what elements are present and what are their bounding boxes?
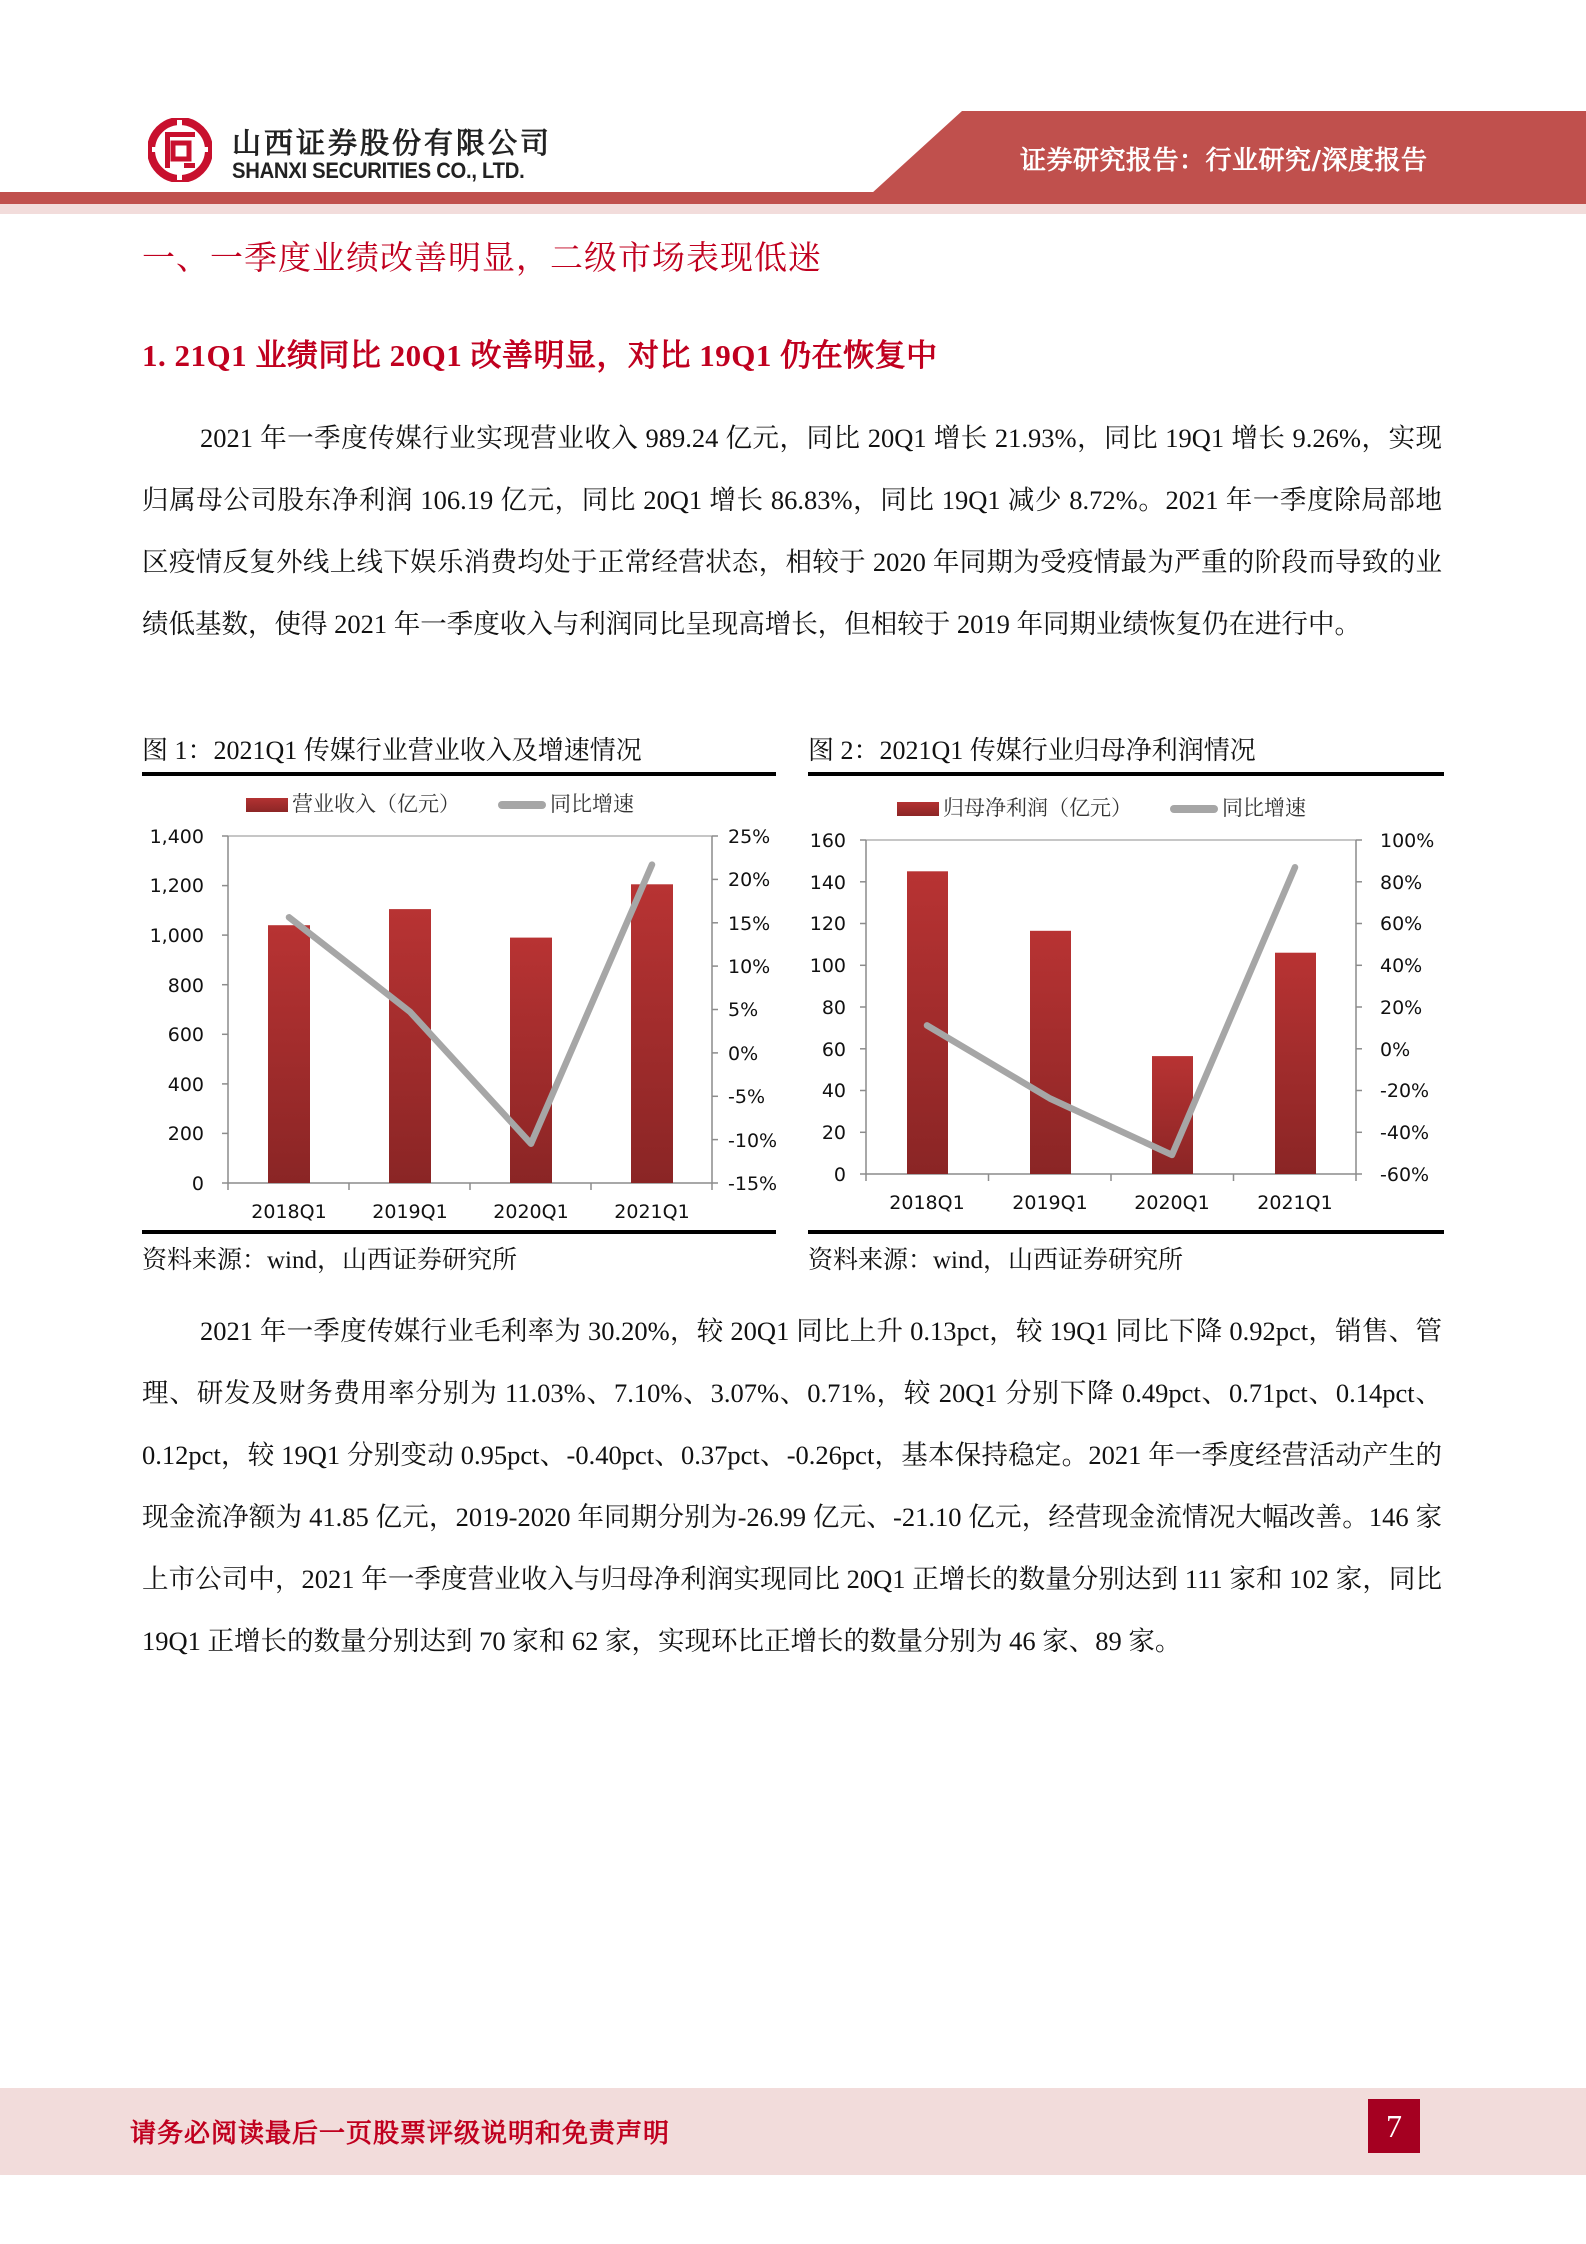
svg-text:-10%: -10% [728,1130,778,1152]
company-name-en: SHANXI SECURITIES CO., LTD. [232,158,525,183]
svg-text:1,200: 1,200 [149,875,204,897]
figure-1-footer [142,1230,776,1276]
chart-legend [897,792,1306,822]
svg-text:120: 120 [809,913,846,935]
body-paragraph-2 [142,1300,1442,1672]
svg-text:2021Q1: 2021Q1 [614,1201,690,1223]
svg-text:80: 80 [821,997,846,1019]
svg-text:140: 140 [809,872,846,894]
bar-2019q1 [389,909,431,1183]
legend-bar-swatch [246,798,288,812]
figure-source: 资料来源：wind，山西证券研究所 [808,1247,1184,1274]
page-header [0,0,1586,215]
svg-text:2018Q1: 2018Q1 [889,1192,965,1214]
svg-text:1,000: 1,000 [149,925,204,947]
svg-text:10%: 10% [728,956,771,978]
growth-line [289,865,652,1144]
figure-top-rule [142,772,776,776]
figure-bottom-rule [142,1230,776,1234]
section-title: 一、一季度业绩改善明显，二级市场表现低迷 [142,238,822,277]
header-divider-red [0,192,1586,204]
svg-text:100: 100 [809,955,846,977]
growth-line [927,867,1295,1155]
paragraph-text: 2021 年一季度传媒行业毛利率为 30.20%，较 20Q1 同比上升 0.13pct，较 19Q1 同比下降 0.92pct，销售、管理、研发及财务费用率分别为 11.03%、7.10%、3.07%、0.71%，较 20Q1 分别下降 0.49pct、0.71pct、0.14pct、0.12pct，较 19Q1 分别变动 0.95pct、-0.40pct、0.37pct、-0.26pct，基本保持稳定。2021 年一季度经营活动产生的现金流净额为 41.85 亿元，2019-2020 年同期分别为-26.99 亿元、-21.10 亿元，经营现金流情况大幅改善。146 家上市公司中，2021 年一季度营业收入与归母净利润实现同比 20Q1 正增长的数量分别达到 111 家和 102 家，同比 19Q1 正增长的数量分别达到 70 家和 62 家，实现环比正增长的数量分别为 46 家、89 家。 [142,1316,1442,1656]
body-paragraph-1 [142,407,1442,655]
subsection-title: 1. 21Q1 业绩同比 20Q1 改善明显，对比 19Q1 仍在恢复中 [142,338,938,373]
paragraph-text: 2021 年一季度传媒行业实现营业收入 989.24 亿元，同比 20Q1 增长 21.93%，同比 19Q1 增长 9.26%，实现归属母公司股东净利润 106.19 亿元，同比 20Q1 增长 86.83%，同比 19Q1 减少 8.72%。2021 年一季度除局部地区疫情反复外线上线下娱乐消费均处于正常经营状态，相较于 2020 年同期为受疫情最为严重的阶段而导致的业绩低基数，使得 2021 年一季度收入与利润同比呈现高增长，但相较于 2019 年同期业绩恢复仍在进行中。 [142,423,1442,639]
svg-text:160: 160 [809,830,846,852]
svg-text:80%: 80% [1380,872,1423,894]
svg-text:20%: 20% [1380,997,1423,1019]
legend-line-swatch [1170,805,1218,813]
svg-text:-15%: -15% [728,1173,778,1195]
svg-text:400: 400 [167,1074,204,1096]
bar-2019q1 [1030,931,1071,1174]
svg-text:2019Q1: 2019Q1 [372,1201,448,1223]
svg-text:1,400: 1,400 [149,826,204,848]
svg-text:2020Q1: 2020Q1 [1134,1192,1210,1214]
net-profit-chart [806,820,1446,1230]
svg-text:200: 200 [167,1123,204,1145]
svg-text:0%: 0% [1380,1039,1411,1061]
header-divider-pink [0,204,1586,214]
figure-2 [808,730,1444,776]
report-type-label: 证券研究报告：行业研究/深度报告 [1020,146,1428,176]
svg-text:800: 800 [167,975,204,997]
company-name-cn: 山西证券股份有限公司 [232,126,553,160]
svg-text:2021Q1: 2021Q1 [1257,1192,1333,1214]
bar-2021q1 [631,884,673,1183]
legend-bar-label: 归母净利润（亿元） [943,796,1132,820]
svg-text:60: 60 [821,1039,846,1061]
svg-text:0: 0 [191,1173,204,1195]
chart-legend [246,788,634,818]
svg-text:40: 40 [821,1080,846,1102]
legend-bar-swatch [897,802,939,816]
page-number: 7 [1368,2099,1420,2153]
svg-text:5%: 5% [728,999,759,1021]
svg-text:-40%: -40% [1380,1122,1430,1144]
bar-2018q1 [268,925,310,1183]
svg-text:20: 20 [821,1122,846,1144]
svg-text:100%: 100% [1380,830,1435,852]
svg-text:60%: 60% [1380,913,1423,935]
figure-source: 资料来源：wind，山西证券研究所 [142,1247,518,1274]
legend-line-label: 同比增速 [550,792,634,816]
svg-text:0: 0 [833,1164,846,1186]
figure-2-footer [808,1230,1444,1276]
figure-title: 图 1：2021Q1 传媒行业营业收入及增速情况 [142,736,642,765]
figure-title: 图 2：2021Q1 传媒行业归母净利润情况 [808,736,1256,765]
revenue-chart [142,820,778,1230]
svg-text:15%: 15% [728,913,771,935]
figure-1 [142,730,776,776]
bar-2021q1 [1275,953,1316,1174]
svg-text:2020Q1: 2020Q1 [493,1201,569,1223]
svg-text:40%: 40% [1380,955,1423,977]
svg-text:-60%: -60% [1380,1164,1430,1186]
figure-bottom-rule [808,1230,1444,1234]
svg-text:-5%: -5% [728,1086,765,1108]
disclaimer-link[interactable]: 请务必阅读最后一页股票评级说明和免责声明 [130,2119,671,2149]
svg-text:2018Q1: 2018Q1 [251,1201,327,1223]
svg-text:2019Q1: 2019Q1 [1012,1192,1088,1214]
legend-line-swatch [498,801,546,809]
legend-line-label: 同比增速 [1222,796,1306,820]
svg-text:600: 600 [167,1024,204,1046]
legend-bar-label: 营业收入（亿元） [292,792,460,816]
figure-top-rule [808,772,1444,776]
svg-text:-20%: -20% [1380,1080,1430,1102]
svg-text:20%: 20% [728,869,771,891]
svg-text:25%: 25% [728,826,771,848]
company-logo-icon [148,118,212,182]
svg-text:0%: 0% [728,1043,759,1065]
